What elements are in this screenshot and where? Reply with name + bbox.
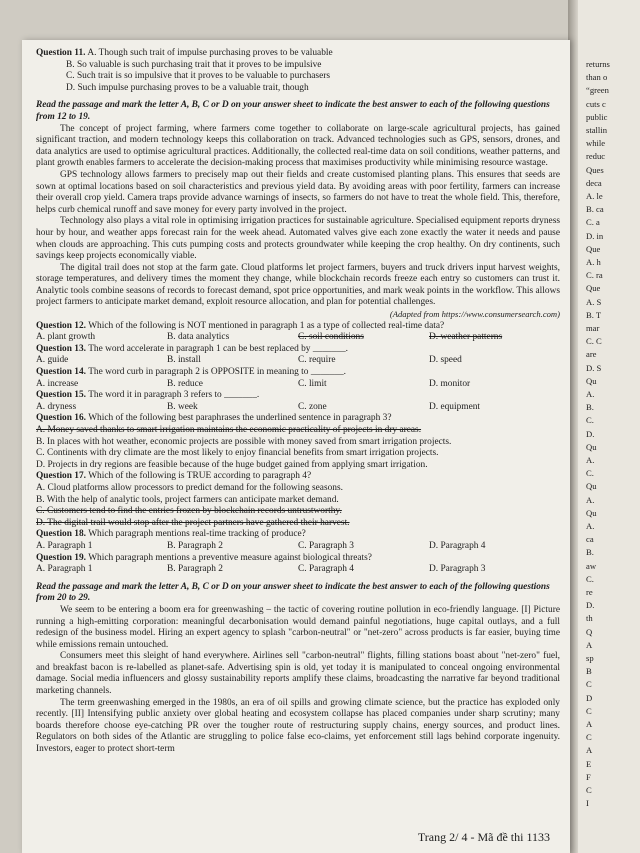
passage-paragraph-7: The term greenwashing emerged in the 1980s, an era of oil spills and growing climate science, but the practice has exploded only recently. [II] Intensifying public anxiety over global heating and ecosystem collapse has placed companies under sharp scrutiny; many boards therefore choose eye-catching PR over the tougher route of restructuring supply chains, energy sources, and product lines. Regulators on both sides of the Atlantic are struggling to police false eco-claims, yet enforcement still lags behind corporate ingenuity. Investors, eager to protect short-term [36, 697, 560, 755]
option-a: A. Though such trait of impulse purchasing proves to be valuable [87, 48, 333, 58]
option-d: D. speed [429, 355, 462, 366]
adjacent-page-fragment: “green [586, 85, 609, 96]
question-label: Question 17. [36, 471, 87, 482]
adjacent-page-fragment: A [586, 745, 593, 756]
option-d: D. monitor [429, 378, 471, 389]
adjacent-page-fragment: th [586, 613, 593, 624]
option-c: C. Continents with dry climate are the most likely to enjoy financial benefits from smart irrigation projects. [36, 448, 439, 459]
option-c: C. Such trait is so impulsive that it proves to be valuable to purchasers [66, 71, 331, 82]
adjacent-page-fragment: C [586, 732, 592, 743]
option-d: D. The digital trail would stop after the project partners have gathered their harvest. [36, 517, 350, 528]
option-a: A. Cloud platforms allow processors to predict demand for the following seasons. [36, 482, 343, 493]
option-d: D. equipment [429, 401, 481, 412]
passage-paragraph-6: Consumers meet this sleight of hand everywhere. Airlines sell "carbon-neutral" flights, filling stations boast about "net-zero" fuel, and breakfast bacon is re-labelled as planet-safe. Advertising spin is old, yet today it is manipulated to conceal ongoing environmental damage. Social media influencers and glossy sustainability reports amplify these claims, broadcasting the narrative far beyond traditional marketing channels. [36, 651, 560, 697]
adjacent-page-fragment: D. S [586, 362, 602, 373]
adjacent-page-fragment: D. in [586, 230, 604, 241]
adjacent-page-fragment: A. le [586, 191, 603, 201]
option-b: B. week [167, 401, 198, 412]
adjacent-page-fragment: C. [586, 573, 594, 584]
option-c: C. Paragraph 4 [298, 564, 354, 575]
adjacent-page-fragment: F [586, 771, 591, 782]
question-label: Question 12. [36, 320, 87, 331]
exam-page [22, 40, 570, 853]
option-d: D. weather patterns [429, 332, 503, 343]
adjacent-page-fragment: B. T [586, 309, 602, 320]
page-content [36, 48, 560, 756]
adjacent-page-fragment: C [586, 679, 592, 690]
adjacent-page-fragment: A. [586, 455, 595, 465]
adjacent-page-fragment: I [586, 798, 589, 809]
option-b: B. data analytics [167, 332, 230, 343]
adjacent-page-fragment: sp [586, 653, 594, 663]
adjacent-page-fragment: returns [586, 59, 610, 69]
question-11 [36, 48, 560, 94]
question-15 [36, 390, 560, 413]
option-b: B. reduce [167, 378, 203, 389]
adjacent-page-fragment: C [586, 785, 592, 795]
option-b: B. Paragraph 2 [167, 564, 223, 575]
question-label: Question 15. [36, 390, 87, 401]
option-b: B. install [167, 355, 201, 366]
adjacent-page-fragment: A [586, 719, 593, 729]
adjacent-page-fragment: deca [586, 177, 602, 188]
adjacent-page-fragment: while [586, 138, 606, 149]
question-label: Question 11. [36, 48, 86, 58]
option-a: A. Paragraph 1 [36, 564, 93, 575]
option-c: C. soil conditions [298, 332, 364, 343]
adjacent-page-fragment: Que [586, 283, 601, 294]
option-c: C. zone [298, 401, 327, 412]
question-label: Question 13. [36, 343, 87, 354]
question-13 [36, 344, 560, 367]
passage-paragraph-4: The digital trail does not stop at the farm gate. Cloud platforms let project farmers, buyers and truck drivers input harvest weights, storage temperatures, and delivery times the moment they change, while blockchain records freeze each entry so customers can trust it. Analytic tools combine seasons of records to forecast demand, spot price opportunities, and mark weak points in the workflow. This allows project farmers to anticipate market demand, exploit resource allocation, and plan for potential challenges. [36, 262, 560, 308]
question-17 [36, 471, 560, 529]
adjacent-page-fragment: are [586, 349, 597, 360]
adjacent-page-fragment: B. ca [586, 204, 604, 215]
adjacent-page-fragment: re [586, 587, 593, 597]
question-12 [36, 321, 560, 344]
instruction-12-19: Read the passage and mark the letter A, B, C or D on your answer sheet to indicate the best answer to each of the following questions from 12 to 19. [36, 100, 550, 122]
adjacent-page-fragment: ca [586, 534, 594, 545]
adjacent-page-fragment: C. ra [586, 270, 603, 281]
adjacent-page-fragment: Q [586, 626, 593, 637]
adjacent-page-fragment: Qu [586, 375, 597, 386]
adjacent-page-fragment: B. [586, 402, 594, 413]
adjacent-page-fragment: stallin [586, 125, 608, 135]
option-d: D. Such impulse purchasing proves to be a valuable trait, though [66, 82, 309, 93]
instruction-20-29: Read the passage and mark the letter A, B, C or D on your answer sheet to indicate the best answer to each of the following questions from 20 to 29. [36, 581, 550, 604]
question-stem: The word curb in paragraph 2 is OPPOSITE in meaning to _______. [88, 367, 346, 378]
adjacent-page-fragment: than o [586, 72, 608, 83]
option-a: A. Paragraph 1 [36, 540, 93, 551]
option-a: A. guide [36, 355, 69, 366]
passage-paragraph-2: GPS technology allows farmers to precisely map out their fields and create customised planting plans. This ensures that seeds are sown at optimal locations based on soil characteristics and previous yield data. By avoiding areas with poor fertility, farmers can increase their overall crop yield. Camera traps provide advance warnings of insects, so farmers do not have to treat the whole field. This, therefore, helps curb chemical runoff and save money for every party involved in the project. [36, 169, 560, 215]
question-14 [36, 367, 560, 390]
adjacent-page-fragment: A. [586, 494, 595, 505]
question-stem: Which of the following best paraphrases the underlined sentence in paragraph 3? [88, 413, 392, 424]
adjacent-page-fragment: aw [586, 560, 597, 571]
option-b: B. With the help of analytic tools, project farmers can anticipate market demand. [36, 494, 339, 505]
adjacent-page-fragment: D. [586, 600, 595, 611]
question-19 [36, 553, 560, 576]
option-c: C. Paragraph 3 [298, 540, 354, 551]
option-b: B. So valuable is such purchasing trait that it proves to be impulsive [66, 59, 322, 70]
adjacent-page-fragment: A. [586, 389, 595, 399]
question-stem: The word accelerate in paragraph 1 can be best replaced by _______. [88, 343, 348, 354]
adjacent-page-fragment: Qu [586, 481, 597, 492]
adjacent-page-fragment: Que [586, 243, 601, 254]
option-a: A. plant growth [36, 332, 96, 343]
passage-paragraph-1: The concept of project farming, where farmers come together to collaborate on large-scale agricultural projects, has gained significant traction, and modern technology keeps this collaboration on track. Advanced technologies such as GPS, sensors, drones, and data analytics are used to optimise agricultural practices. Additionally, the collected real-time data on soil conditions, weather patterns, and plant growth enables farmers to accelerate the decision-making process that maximises productivity while minimising resource wastage. [36, 123, 560, 169]
adjacent-page-fragment: C. [586, 468, 594, 479]
source-credit: (Adapted from https://www.consumersearch.com) [389, 309, 560, 320]
adjacent-page-fragment: Ques [586, 164, 604, 175]
adjacent-page-fragment: A [586, 639, 593, 650]
adjacent-page-fragment: reduc [586, 151, 606, 162]
adjacent-page-fragment: D. [586, 428, 595, 439]
option-a: A. dryness [36, 401, 77, 412]
question-16 [36, 413, 560, 471]
adjacent-page-fragment: C. a [586, 217, 600, 228]
adjacent-page-fragment: A. S [586, 296, 602, 307]
adjacent-page-fragment: cuts c [586, 98, 606, 109]
question-label: Question 19. [36, 552, 87, 563]
question-label: Question 16. [36, 413, 87, 424]
option-b: B. In places with hot weather, economic projects are possible with money saved from smart irrigation projects. [36, 436, 452, 447]
question-stem: Which of the following is TRUE according to paragraph 4? [88, 471, 312, 482]
adjacent-page [576, 0, 640, 853]
option-c: C. require [298, 355, 336, 366]
adjacent-page-fragment: Qu [586, 441, 597, 452]
adjacent-page-fragment: E [586, 758, 592, 769]
question-stem: Which paragraph mentions a preventive measure against biological threats? [88, 552, 372, 563]
adjacent-page-fragment: A. h [586, 257, 601, 267]
option-a: A. increase [36, 378, 79, 389]
passage-paragraph-5: We seem to be entering a boom era for greenwashing – the tactic of covering routine pollution in eco-friendly language. [I] Picture running a high-emitting corporation: meaningful decarbonisation would demand painful negotiations, huge capital outlays, and a full redesign of the business model. Hiring an expert agency to splash "carbon-neutral" or "net-zero" across products is far easier, buying time while emissions remain untouched. [36, 604, 560, 650]
adjacent-page-fragment: public [586, 111, 608, 122]
adjacent-page-fragment: C. C [586, 336, 602, 347]
option-d: D. Paragraph 4 [429, 540, 486, 551]
option-b: B. Paragraph 2 [167, 540, 223, 551]
adjacent-page-fragment: mar [586, 323, 600, 333]
adjacent-page-fragment: D [586, 692, 593, 703]
adjacent-page-fragment: B. [586, 547, 594, 558]
question-stem: Which of the following is NOT mentioned in paragraph 1 as a type of collected real-time data? [88, 320, 445, 331]
option-d: D. Projects in dry regions are feasible because of the huge budget gained from applying smart irrigation. [36, 459, 428, 470]
option-d: D. Paragraph 3 [429, 564, 486, 575]
option-a: A. Money saved thanks to smart irrigation maintains the economic practicality of projects in dry areas. [36, 425, 422, 435]
question-stem: The word it in paragraph 3 refers to _______. [88, 390, 260, 401]
question-label: Question 14. [36, 367, 87, 378]
option-c: C. limit [298, 378, 327, 389]
adjacent-page-fragment: C. [586, 415, 594, 426]
adjacent-page-fragment: Qu [586, 507, 597, 518]
question-18 [36, 529, 560, 552]
passage-paragraph-3: Technology also plays a vital role in optimising irrigation practices for sustainable agriculture. Specialised equipment reports dryness hour by hour, and weather apps forecast rain for the week ahead. Automated valves give each zone exactly the water it needs and pause when clouds are approaching. This cuts pumping costs and protects groundwater while keeping the crop healthy. On dry continents, such savings keep projects economically viable. [36, 216, 560, 262]
adjacent-page-fragment: C [586, 705, 592, 716]
adjacent-page-fragment: B [586, 666, 592, 677]
adjacent-page-fragment: A. [586, 521, 595, 531]
option-c: C. Customers tend to find the entries frozen by blockchain records untrustworthy. [36, 506, 342, 517]
question-stem: Which paragraph mentions real-time tracking of produce? [88, 529, 306, 540]
page-footer: Trang 2/ 4 - Mã đề thi 1133 [417, 830, 550, 844]
question-label: Question 18. [36, 529, 87, 540]
